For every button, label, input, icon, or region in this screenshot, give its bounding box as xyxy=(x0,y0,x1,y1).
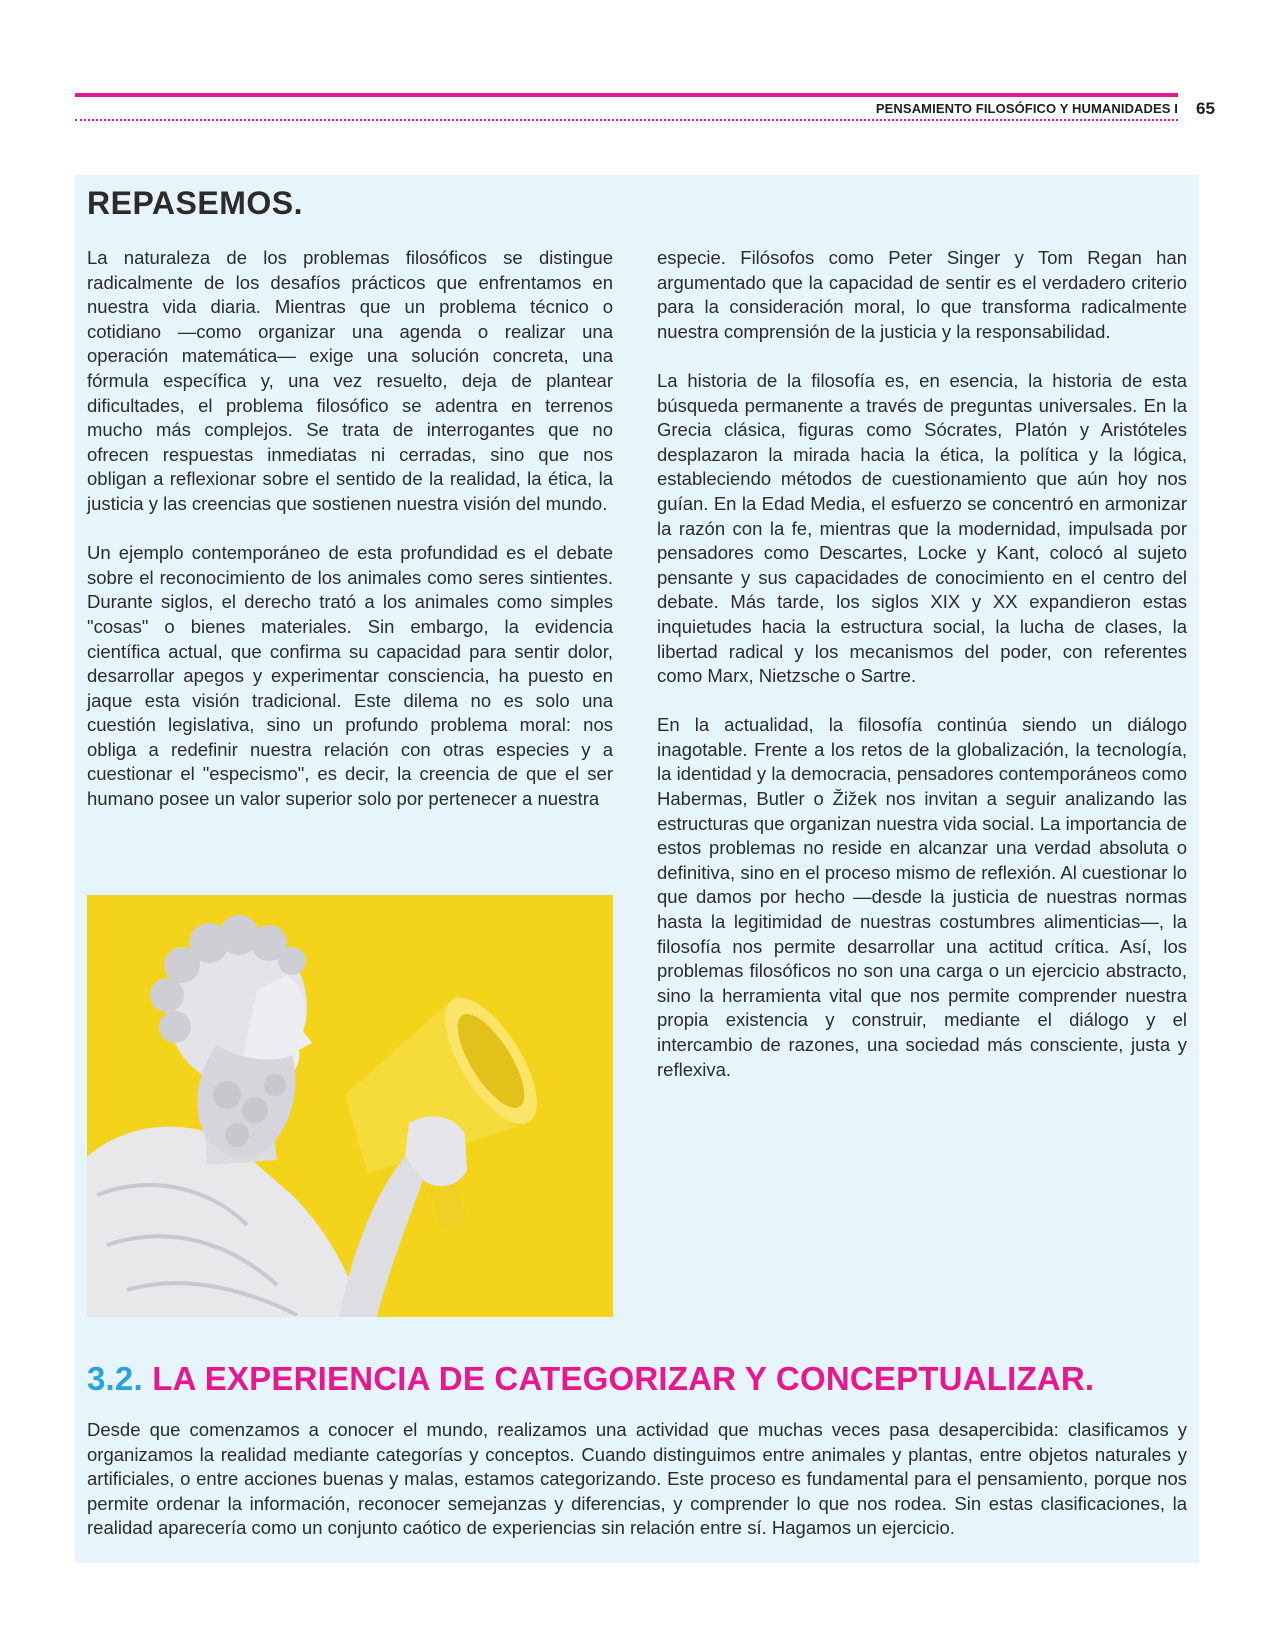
review-paragraph: La naturaleza de los problemas filosóficos se distingue radicalmente de los desafíos prácticos que enfrentamos en nuestra vida diaria. Mientras que un problema técnico o cotidiano —como organizar una agenda o realizar una operación matemática— exige una solución concreta, una fórmula específica y, una vez resuelto, deja de plantear dificultades, el problema filosófico se adentra en terrenos mucho más complejos. Se trata de interrogantes que no ofrecen respuestas inmediatas ni cerradas, sino que nos obligan a reflexionar sobre el sentido de la realidad, la ética, la justicia y las creencias que sostienen nuestra visión del mundo. xyxy=(87,247,613,514)
running-header-title: PENSAMIENTO FILOSÓFICO Y HUMANIDADES I xyxy=(875,101,1178,116)
review-left-column xyxy=(87,246,613,836)
section-heading xyxy=(87,1360,1094,1398)
review-paragraph: especie. Filósofos como Peter Singer y Tom Regan han argumentado que la capacidad de sentir es el verdadero criterio para la consideración moral, lo que transforma radicalmente nuestra comprensión de la justicia y la responsabilidad. xyxy=(657,247,1187,342)
review-paragraph: La historia de la filosofía es, en esencia, la historia de esta búsqueda permanente a través de preguntas universales. En la Grecia clásica, figuras como Sócrates, Platón y Aristóteles desplazaron la mirada hacia la ética, la política y la lógica, estableciendo métodos de cuestionamiento que aún hoy nos guían. En la Edad Media, el esfuerzo se concentró en armonizar la razón con la fe, mientras que la modernidad, impulsada por pensadores como Descartes, Locke y Kant, colocó al sujeto pensante y sus capacidades de conocimiento en el centro del debate. Más tarde, los siglos XIX y XX expandieron estas inquietudes hacia la estructura social, la lucha de clases, la libertad radical y los mecanismos del poder, con referentes como Marx, Nietzsche o Sartre. xyxy=(657,369,1187,687)
header-dotted-rule xyxy=(75,119,1178,121)
review-paragraph: Un ejemplo contemporáneo de esta profundidad es el debate sobre el reconocimiento de los animales como seres sintientes. Durante siglos, el derecho trató a los animales como simples "cosas" o bienes materiales. Sin embargo, la evidencia científica actual, que confirma su capacidad para sentir dolor, desarrollar apegos y experimentar consciencia, ha puesto en jaque esta visión tradicional. Este dilema no es solo una cuestión legislativa, sino un profundo problema moral: nos obliga a redefinir nuestra relación con otras especies y a cuestionar el "especismo", es decir, la creencia de que el ser humano posee un valor superior solo por pertenecer a nuestra xyxy=(87,542,613,810)
section-title: LA EXPERIENCIA DE CATEGORIZAR Y CONCEPTUALIZAR. xyxy=(152,1360,1095,1397)
review-panel xyxy=(75,175,1199,1563)
review-paragraph: En la actualidad, la filosofía continúa siendo un diálogo inagotable. Frente a los retos de la globalización, la tecnología, la identidad y la democracia, pensadores contemporáneos como Habermas, Butler o Žižek nos invitan a seguir analizando las estructuras que organizan nuestra vida social. La importancia de estos problemas no reside en alcanzar una verdad absoluta o definitiva, sino en el proceso mismo de reflexión. Al cuestionar lo que damos por hecho —desde la justicia de nuestras normas hasta la legitimidad de nuestras costumbres alimenticias—, la filosofía nos permite desarrollar una actitud crítica. Así, los problemas filosóficos no son una carga o un ejercicio abstracto, sino la herramienta vital que nos permite comprender nuestra propia existencia y construir, mediante el diálogo y el intercambio de razones, una sociedad más consciente, justa y reflexiva. xyxy=(657,714,1187,1080)
section-number: 3.2. xyxy=(87,1360,143,1397)
section-body-paragraph: Desde que comenzamos a conocer el mundo, realizamos una actividad que muchas veces pasa desapercibida: clasificamos y organizamos la realidad mediante categorías y conceptos. Cuando distinguimos entre animales y plantas, entre objetos naturales y artificiales, o entre acciones buenas y malas, estamos categorizando. Este proceso es fundamental para el pensamiento, porque nos permite ordenar la información, reconocer semejanzas y diferencias, y comprender lo que nos rodea. Sin estas clasificaciones, la realidad aparecería como un conjunto caótico de experiencias sin relación entre sí. Hagamos un ejercicio. xyxy=(87,1419,1187,1539)
header-top-rule xyxy=(75,93,1178,97)
review-title: REPASEMOS. xyxy=(87,185,303,221)
statue-megaphone-illustration xyxy=(87,895,613,1317)
review-right-column xyxy=(657,246,1187,1107)
page-number: 65 xyxy=(1196,99,1215,118)
statue-megaphone-image xyxy=(87,895,613,1317)
